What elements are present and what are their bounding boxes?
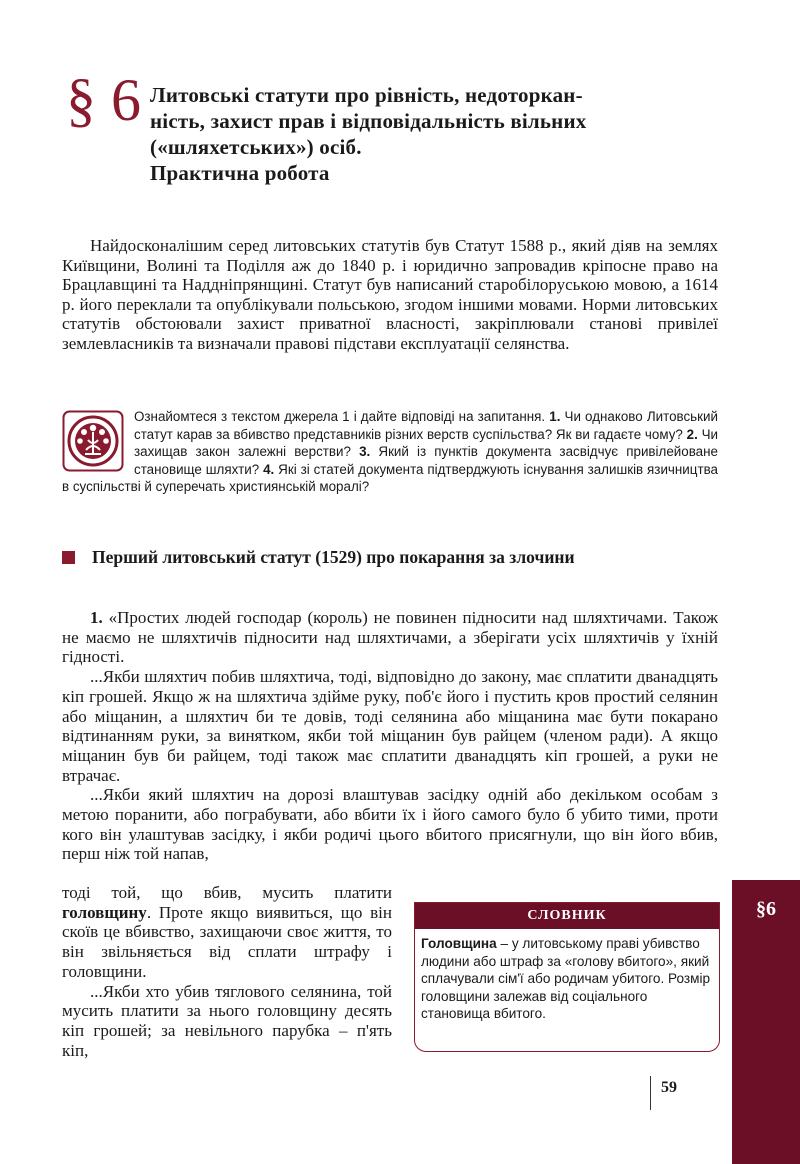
page-number: 59 <box>650 1076 677 1110</box>
source-number: 1. <box>90 608 103 627</box>
dictionary-definition: – у литовському праві убивство людини або штраф за «голову вбитого», який сплачували сім'ї або родичам убитого. Розмір головщини залежав від соціального становища вбитого. <box>421 936 711 1022</box>
question-number: 2. <box>686 426 698 442</box>
question-text: Чи однаково Литовський статут карав за вбивство представників різних верств суспільства? Як ви гадаєте чому? <box>134 409 718 442</box>
subheading <box>62 546 682 569</box>
question-number: 3. <box>359 444 371 460</box>
dictionary-body <box>415 929 719 1023</box>
dictionary-term: Головщина <box>421 936 497 951</box>
subheading-text: Перший литовський статут (1529) про покарання за злочини <box>92 547 575 567</box>
question-text: Які зі статей документа підтверджують існування залишків язичництва в суспільстві й суперечать християнській моралі? <box>62 461 718 495</box>
bold-term: головщину <box>62 902 147 922</box>
title-line: Литовські статути про рівність, недоторкан- <box>150 83 583 107</box>
title-line: Практична робота <box>150 161 330 185</box>
side-tab-label: §6 <box>756 898 776 920</box>
side-section-tab <box>732 880 800 1164</box>
question-number: 1. <box>549 409 561 424</box>
section-title <box>150 82 750 186</box>
dictionary-box <box>414 902 720 1052</box>
section-symbol: § 6 <box>66 67 141 133</box>
source-paragraph: ...Якби шляхтич побив шляхтича, тоді, відповідно до закону, має сплатити дванадцять кіп грошей. Якщо ж на шляхтича здійме руку, поб'є його і пустить кров простий селянин або міщанин, а шляхтич би те довів, тоді селянина або міщанина має бути покарано відтинанням руки, за винятком, якби той міщанин був райцем (членом ради). А якщо міщанин був би райцем, тоді також має сплатити дванадцять кіп грошей, а руки не втрачає. <box>62 667 718 785</box>
source-paragraph: ...Якби хто убив тяглового селянина, той мусить платити за нього головщину десять кіп грошей; за невільного парубка – п'ять кіп, <box>62 981 392 1060</box>
title-line: («шляхетських») осіб. <box>150 135 362 159</box>
intro-paragraph: Найдосконалішим серед литовських статутів був Статут 1588 р., який діяв на землях Київщини, Волині та Поділля аж до 1840 р. і юридично запровадив кріпосне право на Брацлавщині та Наддніпрянщині. Статут був написаний старобілоруською мовою, а 1614 р. його переклали та опублікували польською, згодом іншими мовами. Норми литовських статутів обстоювали захист приватної власності, закріплювали станові привілеї землевласників та визначали правові підстави експлуатації селянства. <box>62 236 718 353</box>
source-text <box>62 608 718 864</box>
question-text: Чи захищав закон залежні верстви? <box>134 426 718 460</box>
task-intro: Ознайомтеся з текстом джерела 1 і дайте відповіді на запитання. <box>134 409 546 424</box>
document-source-icon <box>62 410 124 472</box>
title-line: ність, захист прав і відповідальність вільних <box>150 109 587 133</box>
dictionary-heading: СЛОВНИК <box>415 903 719 929</box>
question-number: 4. <box>263 461 275 477</box>
source-text-narrow <box>62 883 392 1060</box>
source-paragraph <box>62 608 718 667</box>
narrow-rest: . Проте якщо виявиться, що він скоїв це вбивство, захищаючи своє життя, то він звільняється від сплати штрафу і головщини. <box>62 902 392 981</box>
square-bullet-icon <box>62 551 75 564</box>
source-paragraph <box>62 883 392 982</box>
source-paragraph: ...Якби який шляхтич на дорозі влаштував засідку одній або декільком особам з метою поранити, або пограбувати, або вбити їх і його самого було б убито тими, проти кого він улаштував засідку, і якби родичі цього вбитого присягнули, що він його вбив, перш ніж той напав, <box>62 785 718 864</box>
task-block <box>62 408 718 496</box>
source-paragraph-text: «Простих людей господар (король) не повинен підносити над шляхтичами. Також не маємо не шляхтичів підносити над шляхтичами, а зберігати усіх шляхтичів у їхній гідності. <box>62 608 719 667</box>
question-text: Який із пунктів документа засвідчує привілейоване становище шляхти? <box>134 444 718 477</box>
narrow-start: тоді той, що вбив, мусить платити <box>62 883 392 902</box>
